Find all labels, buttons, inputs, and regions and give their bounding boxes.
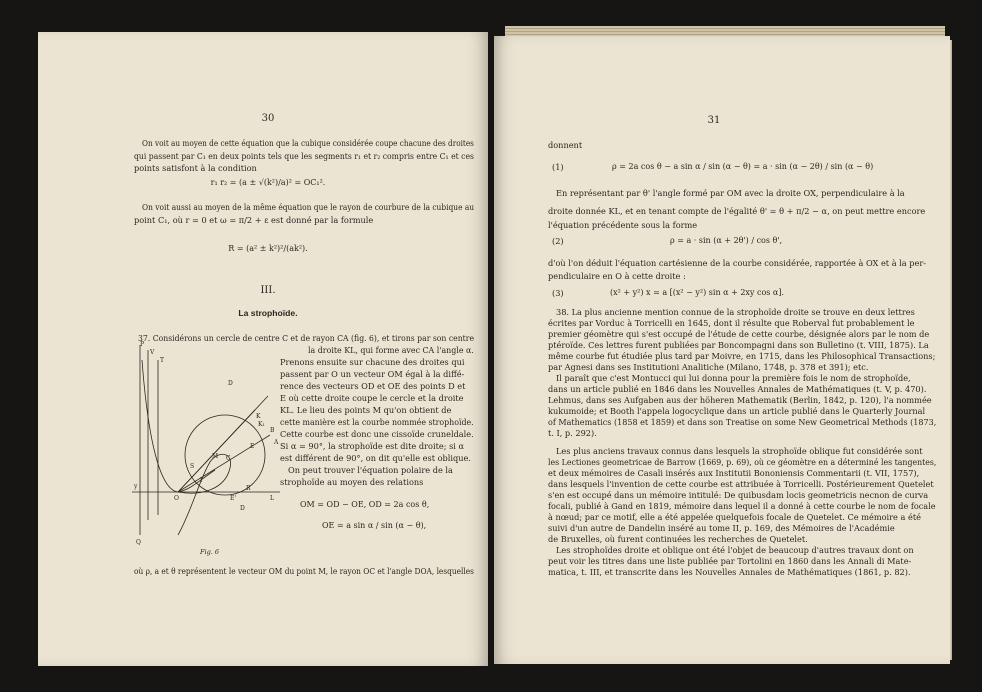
fig-label: V: [150, 349, 155, 356]
paragraph-37-line: la droite KL, qui forme avec CA l'angle α.: [308, 345, 474, 355]
paragraph-38-line: Les strophoïdes droite et oblique ont été l'objet de beaucoup d'autres travaux dont on: [556, 545, 914, 555]
text-line: En représentant par θ' l'angle formé par OM avec la droite OX, perpendiculaire à la: [556, 188, 905, 198]
paragraph-38-line: de Bruxelles, où furent continuées les recherches de Quetelet.: [548, 534, 808, 544]
paragraph-37-line: cette manière est la courbe nommée strophoïde.: [280, 417, 474, 427]
paragraph-38-line: même courbe fut étudiée plus tard par Moivre, en 1715, dans les Philosophical Transactions;: [548, 351, 936, 361]
fig-label: A: [274, 439, 279, 446]
paragraph-37-line: où ρ, a et θ représentent le vecteur OM du point M, le rayon OC et l'angle DOA, lesquelles: [134, 566, 474, 576]
paragraph-38-line: kukumoide; et Booth l'appela logocyclique dans un article publié dans le Quarterly Journal: [548, 406, 926, 416]
section-title: La strophoïde.: [238, 308, 298, 318]
paragraph-37-line: Prenons ensuite sur chacune des droites qui: [280, 357, 465, 367]
formula: R = (a² ± k²)²/(ak²).: [228, 244, 308, 253]
fig-label: T: [160, 357, 165, 364]
fig-label: E: [250, 443, 255, 450]
fig-label: R: [246, 485, 251, 492]
fig-label: M: [212, 453, 219, 460]
fig-label: C: [226, 455, 231, 462]
paragraph-37-line: est différent de 90°, on dit qu'elle est oblique.: [280, 453, 471, 463]
fig-label: I: [200, 477, 203, 484]
paragraph-38-line: peut voir les titres dans une liste publiée par Tortolini en 1860 dans les Annali di Mate-: [548, 556, 912, 566]
paragraph-37-line: KL. Le lieu des points M qu'on obtient de: [280, 405, 452, 415]
fig-label: Q: [136, 539, 141, 546]
fig-label: D: [228, 380, 233, 387]
fig-label: S: [190, 463, 195, 470]
fig-label: P: [140, 341, 145, 348]
right-page: [494, 36, 950, 664]
fig-label: K: [256, 413, 261, 420]
fig-label: O: [174, 495, 179, 502]
paragraph-37-line: Si α = 90°, la strophoïde est dite droite; si α: [280, 441, 465, 451]
equation-2: ρ = a · sin (α + 2θ') / cos θ',: [670, 236, 783, 245]
paragraph-38-line: Les plus anciens travaux connus dans lesquels la strophoïde oblique fut considérée sont: [556, 446, 923, 456]
paragraph-38-line: s'en est occupé dans un mémoire intitulé: De quibusdam locis geometricis necnon de curva: [548, 490, 929, 500]
page-number-right: 31: [707, 115, 721, 126]
paragraph-38-line: dans lesquels l'invention de cette courbe est attribuée à Torricelli. Postérieurement Quetelet: [548, 479, 934, 489]
equation-tag: (3): [552, 288, 564, 298]
left-page: [38, 32, 488, 666]
text-line: On voit aussi au moyen de la même équation que le rayon de courbure de la cubique au: [142, 202, 475, 212]
paragraph-38-line: premier géomètre qui s'est occupé de l'étude de cette courbe, désignée alors par le nom de: [548, 329, 930, 339]
strophoid-curve: [142, 360, 231, 535]
paragraph-37-line: E où cette droite coupe le cercle et la droite: [280, 393, 464, 403]
paragraph-37-line: rence des vecteurs OD et OE des points D et: [280, 381, 466, 391]
paragraph-38-line: dans un article publié en 1846 dans les Nouvelles Annales de Mathématiques (t. V, p. 470).: [548, 384, 927, 394]
text-line: d'où l'on déduit l'équation cartésienne de la courbe considérée, rapportée à OX et à la per-: [548, 258, 927, 268]
text-line: point C₁, où r = 0 et ω = π/2 + ε est donné par la formule: [134, 215, 374, 225]
paragraph-37-line: strophoïde au moyen des relations: [280, 477, 424, 487]
paragraph-38-line: t. I, p. 292).: [548, 428, 597, 438]
section-number: III.: [260, 285, 276, 296]
equation-3: (x² + y²) x = a [(x² − y²) sin α + 2xy cos α].: [610, 288, 784, 297]
paragraph-37-line: On peut trouver l'équation polaire de la: [288, 465, 453, 475]
paragraph-37-line: passent par O un vecteur OM égal à la diffé-: [280, 369, 465, 379]
paragraph-37-line: Cette courbe est donc une cissoïde cruneldale.: [280, 429, 474, 439]
text-line: On voit au moyen de cette équation que la cubique considérée coupe chacune des droites: [142, 138, 474, 148]
text-line: pendiculaire en O à cette droite :: [548, 271, 686, 281]
fig-label: L: [270, 495, 274, 502]
fig-label: B: [270, 427, 275, 434]
text-line: l'équation précédente sous la forme: [548, 220, 698, 230]
paragraph-38-line: Il paraît que c'est Montucci qui lui donna pour la première fois le nom de strophoïde,: [556, 373, 911, 383]
figure-caption: Fig. 6: [200, 548, 220, 556]
formula: OM = OD − OE, OD = 2a cos θ,: [300, 500, 430, 509]
paragraph-38-line: 38. La plus ancienne mention connue de la strophoïde droite se trouve en deux lettres: [556, 307, 915, 317]
formula: r₁ r₂ = (a ± √(k²)/a)² = OC₁².: [210, 178, 326, 187]
paragraph-38-line: et deux mémoires de Casali insérés aux Institutii Bononiensis Commentarii (t. VII, 1757),: [548, 468, 920, 478]
paragraph-38-line: suivi d'un autre de Dandelin inséré au tome II, p. 169, des Mémoires de l'Académie: [548, 523, 895, 533]
fig-label: y: [134, 483, 138, 490]
formula: OE = a sin α / sin (α − θ),: [322, 521, 427, 530]
equation-1: ρ = 2a cos θ − a sin α / sin (α − θ) = a · sin (α − 2θ) / sin (α − θ): [612, 162, 874, 171]
equation-tag: (2): [552, 236, 564, 246]
fig-label: D: [240, 505, 245, 512]
paragraph-38-line: of Mathematics (1858 et 1859) et dans son Treatise on some New Geometrical Methods (1873,: [548, 417, 937, 427]
paragraph-38-line: matica, t. III, et transcrite dans les Nouvelles Annales de Mathématiques (1861, p. 82).: [548, 567, 911, 577]
paragraph-38-line: les Lectiones geometricae de Barrow (1669, p. 69), où ce géomètre en a déterminé les tangentes,: [548, 457, 937, 467]
text-line: droite donnée KL, et en tenant compte de l'égalité θ' = θ + π/2 − α, on peut mettre encore: [548, 206, 926, 216]
text-line: qui passent par C₁ en deux points tels que les segments r₁ et r₂ compris entre C₁ et ces: [134, 151, 474, 161]
paragraph-38-line: écrites par Vorduc à Torricelli en 1645, dont il résulte que Roberval fut probablement le: [548, 318, 915, 328]
paragraph-38-line: focali, publié à Gand en 1819, mémoire dans lequel il a donné à cette courbe le nom de focale: [548, 501, 936, 511]
page-number-left: 30: [261, 113, 275, 124]
paragraph-38-line: ptéroïde. Ces lettres furent publiées par Boncompagni dans son Bulletino (t. VIII, 1875). La: [548, 340, 929, 350]
paragraph-38-line: Lehmus, dans ses Aufgaben aus der höheren Mathematik (Berlin, 1842, p. 120), l'a nommée: [548, 395, 932, 405]
fig-label: E': [230, 495, 237, 502]
figure-6: [130, 340, 280, 550]
paragraph-37-line: 37. Considérons un cercle de centre C et de rayon CA (fig. 6), et tirons par son centre: [138, 333, 475, 343]
paragraph-38-line: par Agnesi dans ses Institutioni Analitiche (Milano, 1748, p. 378 et 391); etc.: [548, 362, 869, 372]
text-line: points satisfont à la condition: [134, 163, 257, 173]
paragraph-38-line: à nœud; par ce motif, elle a été appelée quelquefois focale de Quetelet. Ce mémoire a été: [548, 512, 921, 522]
equation-tag: (1): [552, 162, 564, 172]
text-line: donnent: [548, 140, 583, 150]
fig-label: K₁: [258, 421, 265, 428]
